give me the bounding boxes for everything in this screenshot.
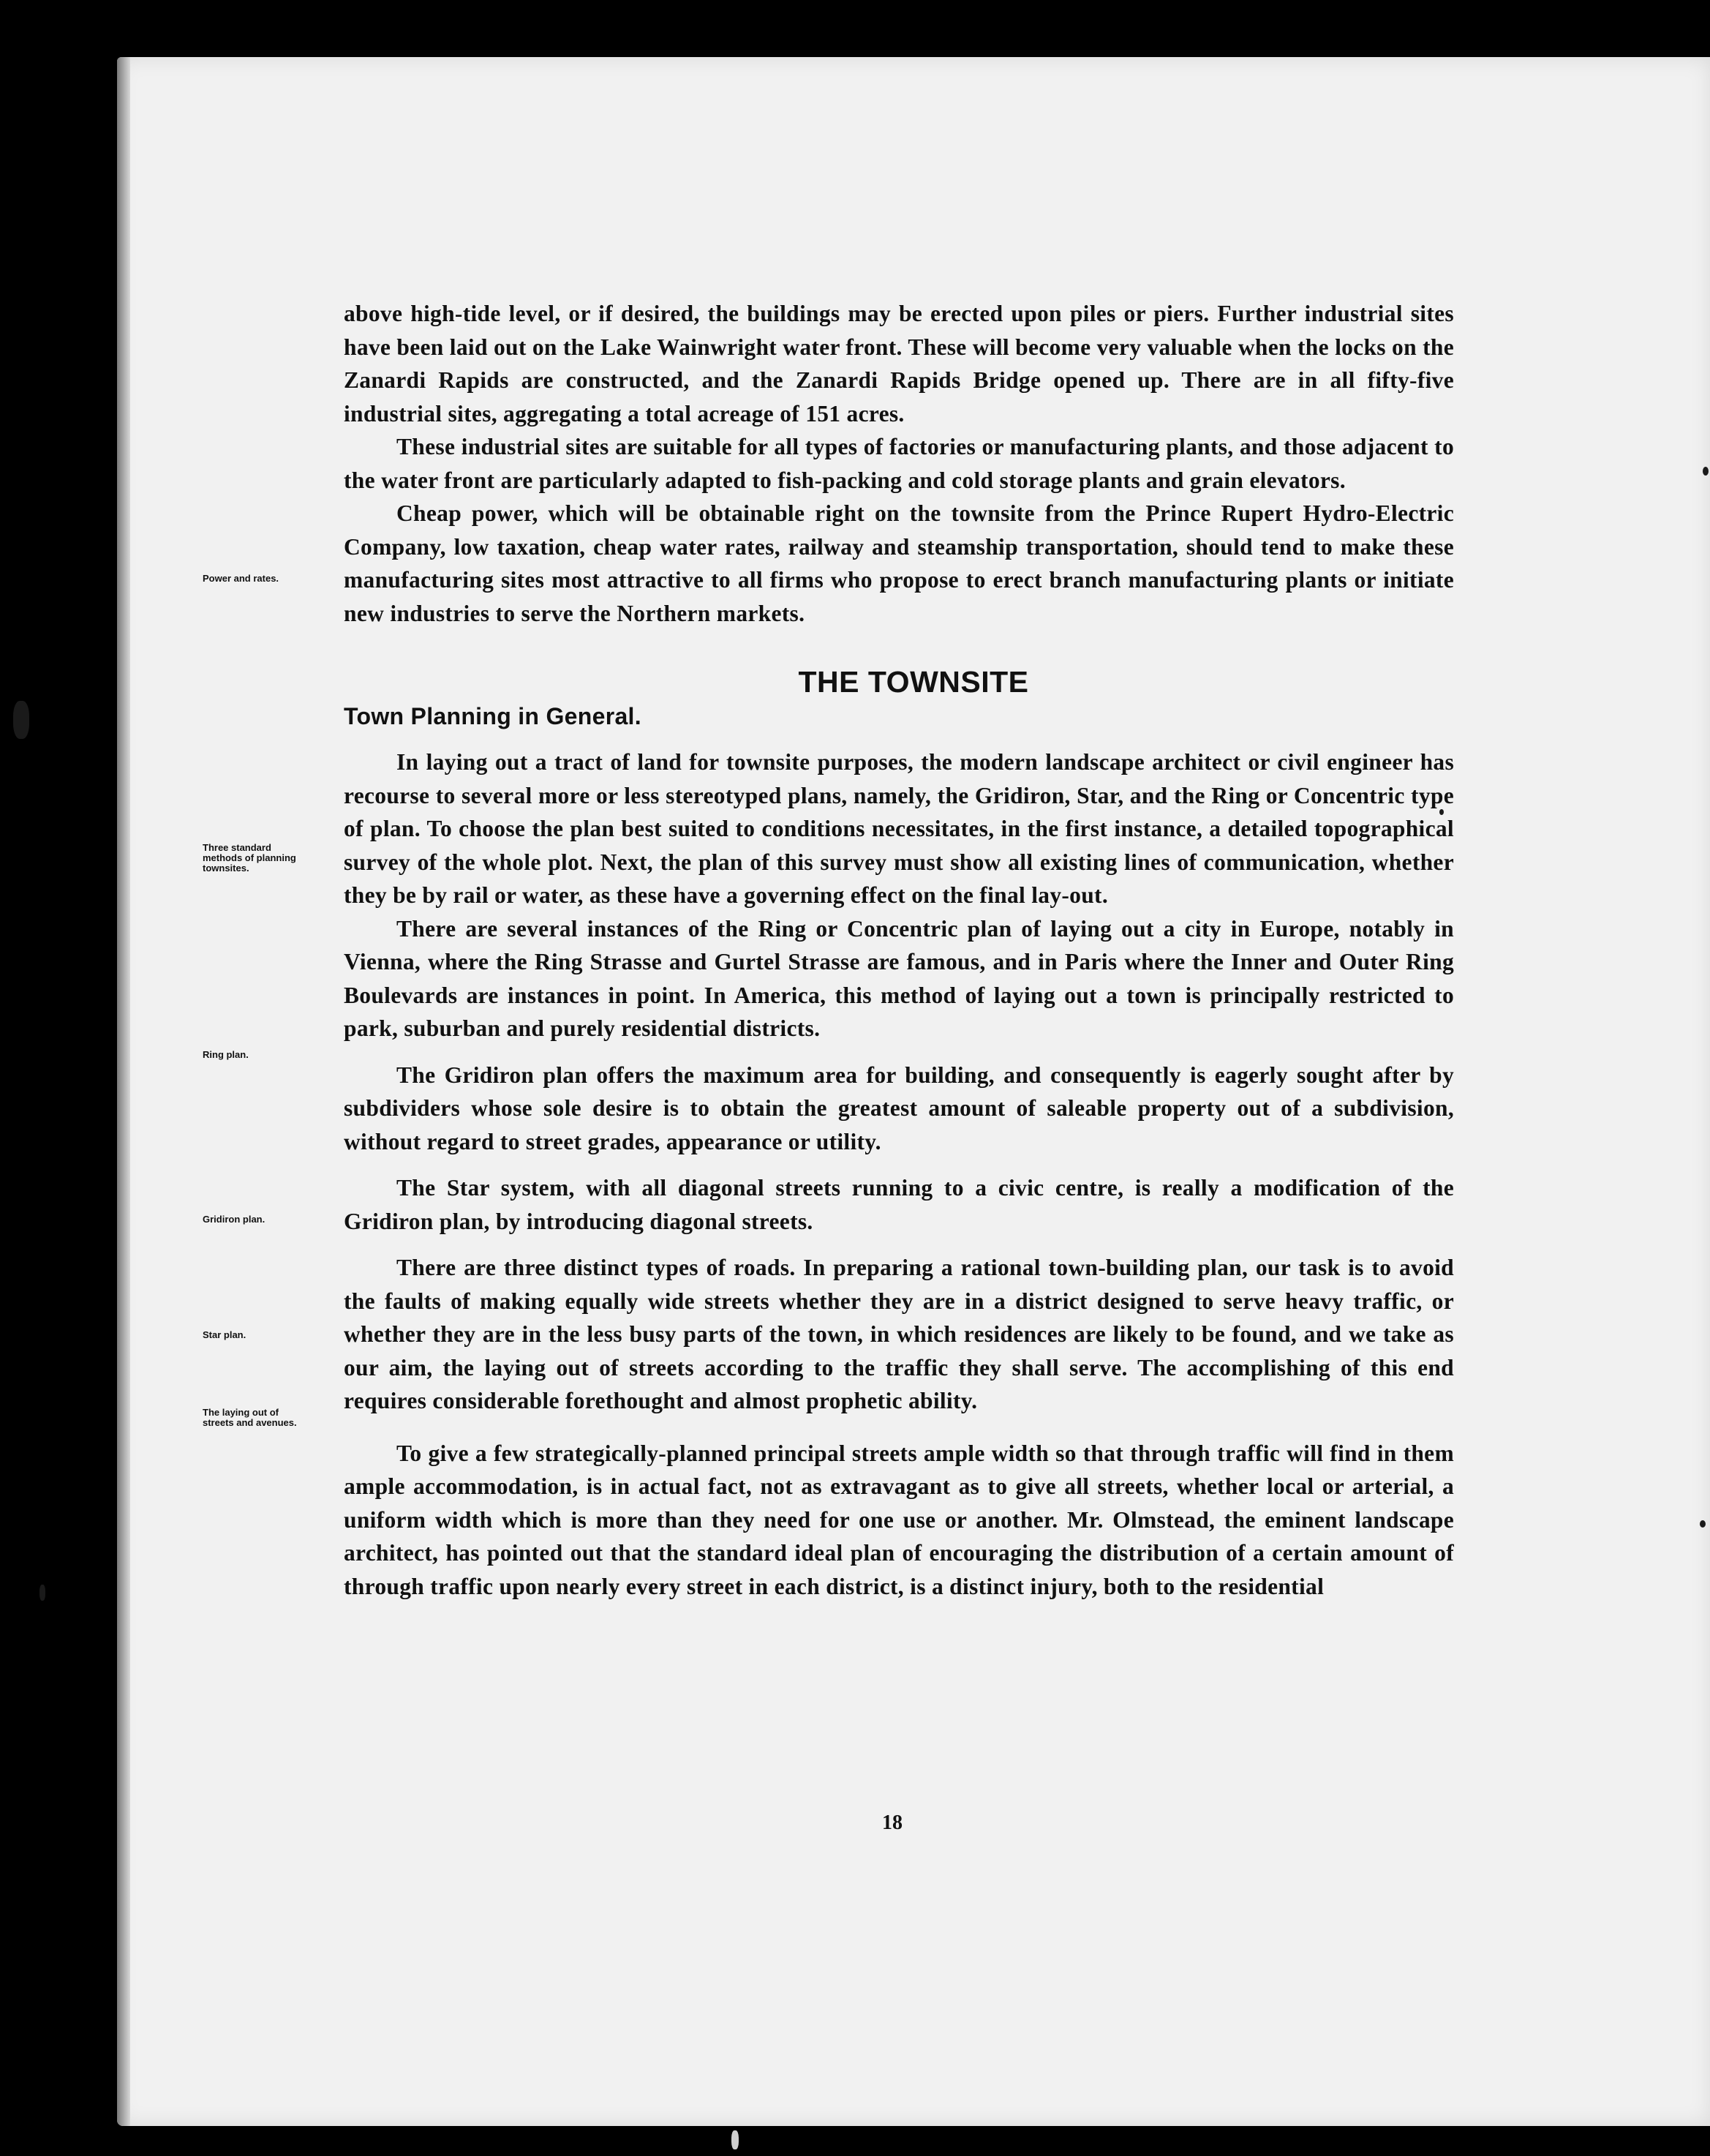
paragraph-ring-plan: There are several instances of the Ring or Concentric plan of laying out a city in Europe, notably in Vienna, where the Ring Strasse and Gurtel Strasse are famous, and in Paris where the Inner and Outer Ring Boulevards are instances in point. In America, this method of laying out a town is principally restricted to park, suburban and purely residential districts. (344, 915, 1454, 1041)
sidenote-three-methods: Three standard methods of planning townsites. (203, 842, 296, 874)
section-title: THE TOWNSITE (798, 665, 1029, 699)
paragraph-cheap-power: Cheap power, which will be obtainable right on the townsite from the Prince Rupert Hydro-Electric Company, low taxation, cheap water rates, railway and steamship transportation, should tend to make these manufacturing sites most attractive to all firms who propose to erect branch manufacturing plants or initiate new industries to serve the Northern markets. (344, 500, 1454, 626)
paragraph-stereotyped-plans: In laying out a tract of land for townsite purposes, the modern landscape architect or civil engineer has recourse to several more or less stereotyped plans, namely, the Gridiron, Star, and the Ring or Concentric type of plan. To choose the plan best suited to conditions necessitates, in the first instance, a detailed topographical survey of the whole plot. Next, the plan of this survey must show all existing lines of communication, whether they be by rail or water, as these have a governing effect on the final lay-out. (344, 749, 1454, 908)
scan-speck (39, 1585, 45, 1601)
paragraph-types-of-roads: There are three distinct types of roads. In preparing a rational town-building plan, our task is to avoid the faults of making equally wide streets whether they are in a district designed to serve heavy traffic, or whether they are in the less busy parts of the town, in which residences are likely to be found, and we take as our aim, the laying out of streets according to the traffic they shall serve. The accomplishing of this end requires considerable forethought and almost prophetic ability. (344, 1255, 1454, 1413)
sidenote-ring-plan: Ring plan. (203, 1049, 249, 1060)
subsection-heading: Town Planning in General. (344, 703, 641, 729)
sidenote-star-plan: Star plan. (203, 1329, 246, 1340)
main-text-column (344, 297, 1454, 1603)
paragraph-gridiron-plan: The Gridiron plan offers the maximum area for building, and consequently is eagerly sought after by subdividers whose sole desire is to obtain the greatest amount of saleable property out of a subdivision, without regard to street grades, appearance or utility. (344, 1062, 1454, 1154)
page-number: 18 (882, 1811, 903, 1834)
scan-speck (13, 701, 29, 739)
scan-speck (1703, 467, 1709, 476)
sidenote-streets-avenues: The laying out of streets and avenues. (203, 1407, 297, 1428)
paragraph-industrial-sites: above high-tide level, or if desired, the buildings may be erected upon piles or piers. Further industrial sites have been laid out on the Lake Wainwright water front. These will become very valuable when the locks on the Zanardi Rapids are constructed, and the Zanardi Rapids Bridge opened up. There are in all fifty-five industrial sites, aggregating a total acreage of 151 acres. (344, 301, 1454, 427)
paragraph-principal-streets: To give a few strategically-planned principal streets ample width so that through traffic will find in them ample accommodation, is in actual fact, not as extravagant as to give all streets, whether local or arterial, a uniform width which is more than they need for one use or another. Mr. Olmstead, the eminent landscape architect, has pointed out that the standard ideal plan of encouraging the distribution of a certain amount of through traffic upon nearly every street in each district, is a distinct injury, both to the residential (344, 1440, 1454, 1599)
scan-speck (1700, 1520, 1706, 1528)
sidenote-gridiron-plan: Gridiron plan. (203, 1214, 265, 1225)
paragraph-factory-suitability: These industrial sites are suitable for all types of factories or manufacturing plants, and those adjacent to the water front are particularly adapted to fish-packing and cold storage plants and grain elevators. (344, 434, 1454, 493)
paragraph-star-system: The Star system, with all diagonal streets running to a civic centre, is really a modification of the Gridiron plan, by introducing diagonal streets. (344, 1175, 1454, 1234)
sidenote-power-rates: Power and rates. (203, 573, 279, 584)
scan-speck (731, 2130, 739, 2149)
